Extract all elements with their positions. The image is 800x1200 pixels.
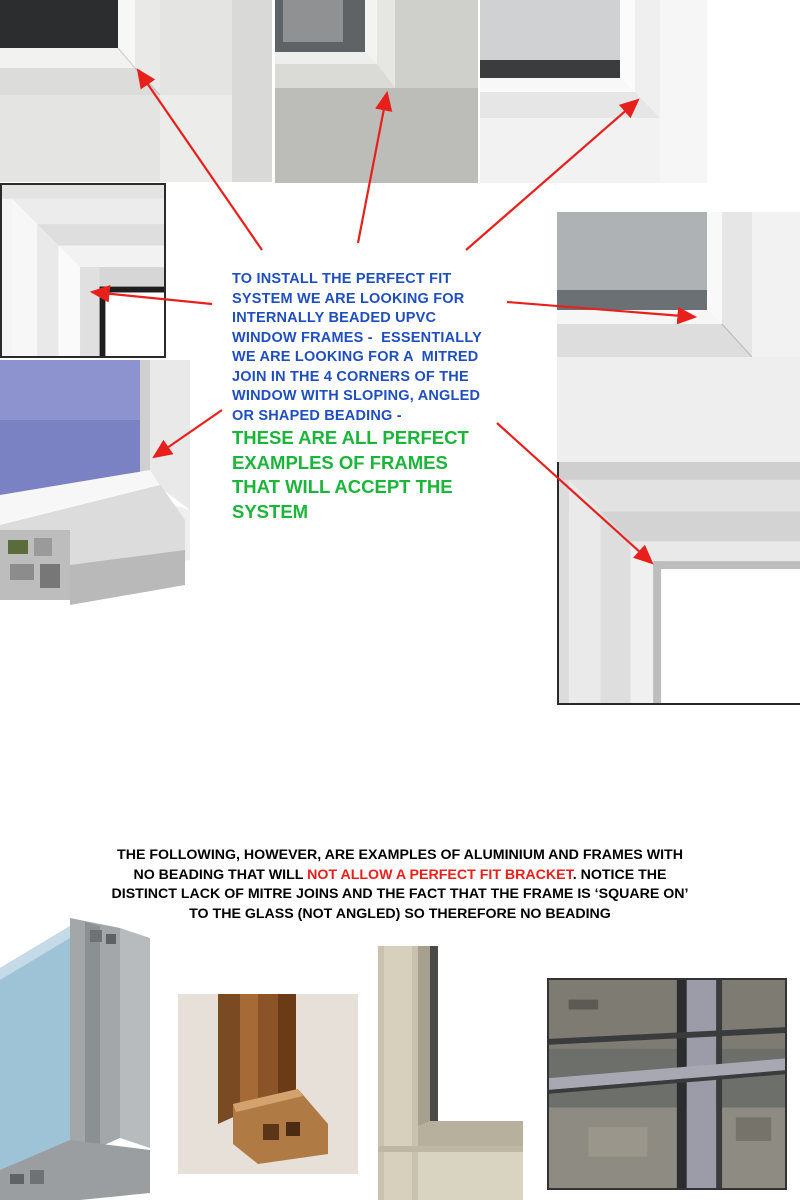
notice-line-3: DISTINCT LACK OF MITRE JOINS AND THE FACT THAT THE FRAME IS ‘SQUARE ON’ — [111, 886, 689, 902]
upvc-profile-cutaway-photo — [0, 360, 192, 612]
notice-line-1: THE FOLLOWING, HOWEVER, ARE EXAMPLES OF ALUMINIUM AND FRAMES WITH — [117, 847, 683, 863]
not-allow-warning: NOT ALLOW A PERFECT FIT BRACKET — [307, 866, 573, 883]
accept-line: SYSTEM — [232, 500, 309, 522]
accept-line: EXAMPLES OF FRAMES — [232, 451, 448, 473]
intro-line: OR SHAPED BEADING - — [232, 407, 402, 424]
intro-text — [232, 270, 532, 426]
intro-line: WINDOW WITH SLOPING, ANGLED — [232, 388, 481, 404]
intro-line: JOIN IN THE 4 CORNERS OF THE — [232, 368, 469, 385]
notice-line-4: TO THE GLASS (NOT ANGLED) SO THEREFORE NO BEADING — [189, 905, 611, 922]
intro-line: TO INSTALL THE PERFECT FIT — [232, 271, 452, 287]
upvc-frame-photo-6 — [557, 462, 800, 705]
upvc-frame-photo-3 — [480, 0, 707, 183]
bronze-aluminium-profile-photo — [178, 994, 358, 1174]
accept-line: THAT WILL ACCEPT THE — [232, 476, 453, 497]
aluminium-window-grid-photo — [547, 978, 787, 1190]
aluminium-frame-corner-photo — [378, 946, 523, 1200]
upvc-frame-photo-2 — [275, 0, 478, 183]
intro-line: SYSTEM WE ARE LOOKING FOR — [232, 290, 465, 307]
intro-line: WINDOW FRAMES - ESSENTIALLY — [232, 329, 482, 346]
accept-text — [232, 426, 532, 524]
intro-line: INTERNALLY BEADED UPVC — [232, 310, 437, 326]
notice-line-2-end: . NOTICE THE — [572, 866, 667, 883]
notice-line-2-start: NO BEADING THAT WILL — [133, 866, 308, 883]
upvc-frame-photo-5 — [557, 212, 800, 462]
upvc-frame-photo-4 — [0, 183, 166, 358]
accept-line: THESE ARE ALL PERFECT — [232, 427, 469, 448]
notice-line-2 — [40, 866, 760, 886]
aluminium-profile-photo-1 — [0, 908, 160, 1200]
upvc-frame-photo-1 — [0, 0, 272, 182]
intro-line: WE ARE LOOKING FOR A MITRED — [232, 349, 479, 365]
